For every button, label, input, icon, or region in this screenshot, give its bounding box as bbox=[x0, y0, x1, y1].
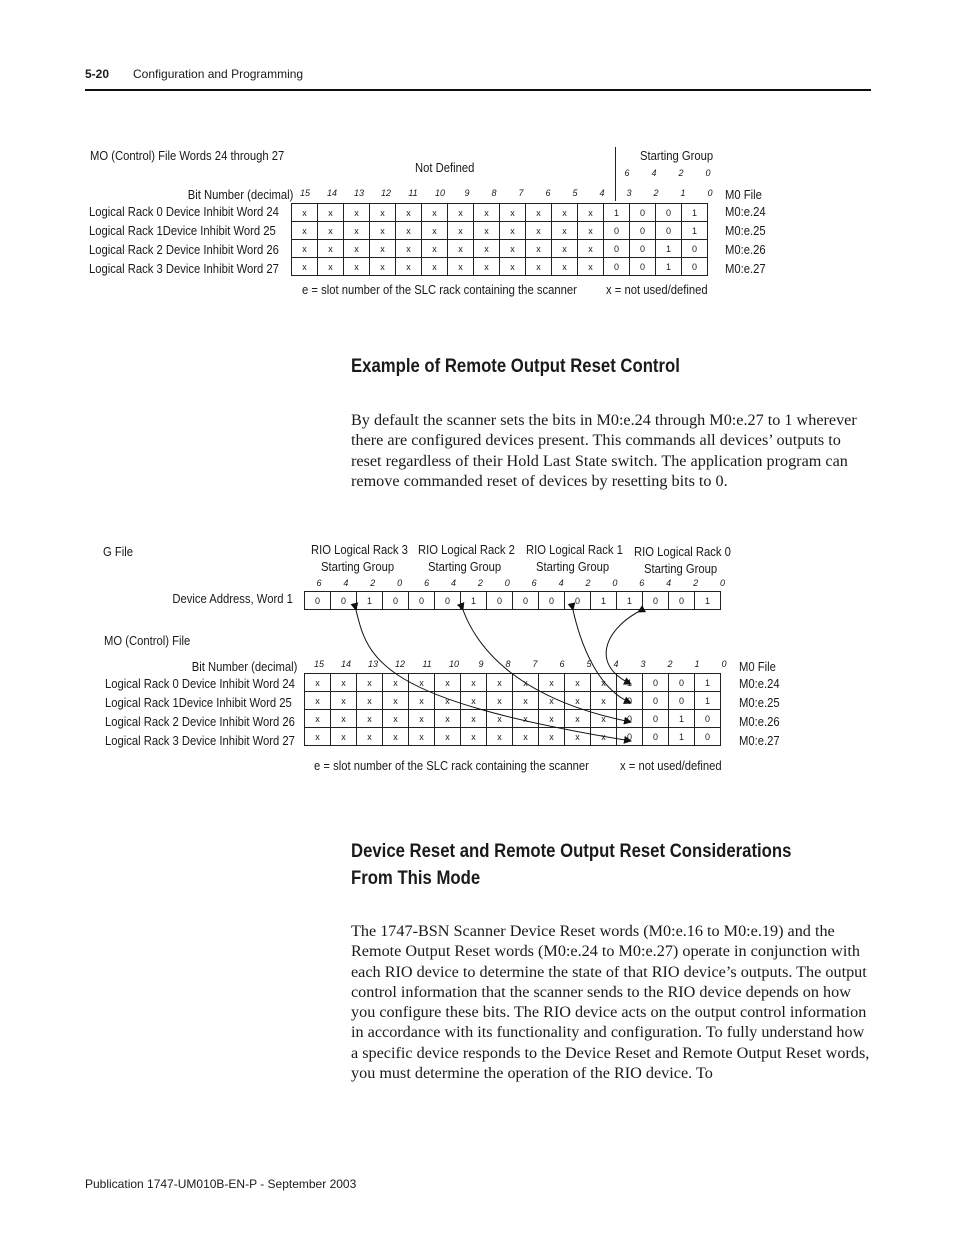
bit-cell: x bbox=[487, 692, 513, 710]
bit-cell: x bbox=[461, 674, 487, 692]
bit-cell: 1 bbox=[682, 204, 708, 222]
bit-cell: x bbox=[305, 728, 331, 746]
bit-cell: x bbox=[474, 222, 500, 240]
bit-cell: x bbox=[500, 258, 526, 276]
bit-cell: x bbox=[591, 674, 617, 692]
group-subtitle: Starting Group bbox=[644, 562, 718, 576]
row-address: M0:e.24 bbox=[739, 677, 780, 691]
bit-cell: x bbox=[565, 728, 591, 746]
bit-cell: x bbox=[292, 222, 318, 240]
section-heading-line2: From This Mode bbox=[351, 868, 481, 889]
group-title: RIO Logical Rack 2 bbox=[418, 543, 515, 557]
g-bit-number: 6 bbox=[531, 578, 537, 588]
bit-number: 3 bbox=[640, 659, 646, 669]
bit-cell: x bbox=[500, 240, 526, 258]
row-label: Logical Rack 0 Device Inhibit Word 24 bbox=[89, 205, 279, 219]
bit-number: 4 bbox=[599, 188, 605, 198]
bit-cell: 1 bbox=[617, 592, 643, 610]
bit-number: 11 bbox=[408, 188, 418, 198]
row-label: Logical Rack 3 Device Inhibit Word 27 bbox=[89, 262, 279, 276]
bit-cell: 0 bbox=[643, 728, 669, 746]
bit-cell: x bbox=[292, 240, 318, 258]
bit-cell: x bbox=[513, 728, 539, 746]
g-bit-number: 0 bbox=[612, 578, 618, 588]
bit-number: 12 bbox=[380, 188, 391, 198]
bit-cell: x bbox=[318, 222, 344, 240]
row-label: Logical Rack 1Device Inhibit Word 25 bbox=[89, 224, 276, 238]
bit-cell: 1 bbox=[591, 592, 617, 610]
bit-number: 8 bbox=[491, 188, 497, 198]
g-bit-number: 6 bbox=[316, 578, 322, 588]
bit-cell: 0 bbox=[409, 592, 435, 610]
bit-cell: x bbox=[422, 204, 448, 222]
bit-cell: x bbox=[448, 204, 474, 222]
bit-cell: 1 bbox=[682, 222, 708, 240]
bit-cell: 1 bbox=[695, 592, 721, 610]
starting-group-label: Starting Group bbox=[640, 149, 714, 163]
bit-cell: 1 bbox=[357, 592, 383, 610]
device-address-label: Device Address, Word 1 bbox=[172, 592, 293, 606]
bit-cell: x bbox=[344, 222, 370, 240]
bit-cell: 0 bbox=[617, 692, 643, 710]
bit-number-label: Bit Number (decimal) bbox=[191, 660, 297, 674]
g-bit-number: 6 bbox=[424, 578, 430, 588]
bit-number: 8 bbox=[505, 659, 511, 669]
m0-file-label: M0 File bbox=[739, 660, 776, 674]
group-subtitle: Starting Group bbox=[321, 560, 395, 574]
row-label: Logical Rack 2 Device Inhibit Word 26 bbox=[89, 243, 279, 257]
page-number: 5-20 bbox=[85, 67, 110, 81]
bit-number: 10 bbox=[448, 659, 459, 669]
group-subtitle: Starting Group bbox=[536, 560, 610, 574]
bit-cell: x bbox=[357, 674, 383, 692]
bit-cell: 1 bbox=[695, 674, 721, 692]
not-defined-label: Not Defined bbox=[415, 161, 475, 175]
bit-number: 5 bbox=[572, 188, 578, 198]
bit-number: 12 bbox=[394, 659, 405, 669]
bit-cell: x bbox=[552, 258, 578, 276]
bit-cell: 0 bbox=[643, 592, 669, 610]
bit-number: 6 bbox=[545, 188, 551, 198]
bit-cell: x bbox=[461, 728, 487, 746]
bit-cell: x bbox=[422, 258, 448, 276]
section-paragraph: The 1747-BSN Scanner Device Reset words (M0:e.16 to M0:e.19) and the Remote Output Reset words (M0:e.24 to M0:e.27) operate in conjunction with each RIO device to determine the state of that RIO device’s outputs. The output control information that the scanner sends to the RIO device depends on how you configure these bits. The RIO device acts on the output control information in accordance with its functionality and configuration. To fully understand how a specific device responds to the Device Reset and Remote Output Reset words, you must determine the operation of the RIO device. To bbox=[351, 922, 870, 1083]
row-label: Logical Rack 0 Device Inhibit Word 24 bbox=[105, 677, 295, 691]
bit-cell: x bbox=[305, 692, 331, 710]
bit-cell: 0 bbox=[630, 222, 656, 240]
section-heading: Example of Remote Output Reset Control bbox=[351, 356, 680, 377]
row-label: Logical Rack 1Device Inhibit Word 25 bbox=[105, 696, 292, 710]
bit-cell: 1 bbox=[695, 692, 721, 710]
bit-number: 2 bbox=[667, 659, 673, 669]
bit-cell: x bbox=[578, 258, 604, 276]
row-label: Logical Rack 3 Device Inhibit Word 27 bbox=[105, 734, 295, 748]
bit-cell: 1 bbox=[461, 592, 487, 610]
g-bit-number: 4 bbox=[666, 578, 672, 588]
row-address: M0:e.27 bbox=[725, 262, 766, 276]
bit-cell: 0 bbox=[669, 592, 695, 610]
g-bit-number: 2 bbox=[370, 578, 376, 588]
bit-cell: x bbox=[448, 258, 474, 276]
bit-cell: 0 bbox=[617, 728, 643, 746]
bit-cell: x bbox=[370, 204, 396, 222]
starting-group-number: 4 bbox=[651, 168, 657, 178]
bit-cell: x bbox=[526, 222, 552, 240]
section-paragraph: By default the scanner sets the bits in M0:e.24 through M0:e.27 to 1 wherever there are configured devices present. This commands all devices’ outputs to reset regardless of their Hold Last State switch. The application program can remove commanded reset of devices by resetting bits to 0. bbox=[351, 411, 857, 490]
bit-cell: x bbox=[383, 710, 409, 728]
bit-cell: 1 bbox=[669, 710, 695, 728]
g-bit-number: 0 bbox=[397, 578, 403, 588]
bit-cell: 0 bbox=[539, 592, 565, 610]
bit-cell: x bbox=[513, 710, 539, 728]
bit-number: 13 bbox=[367, 659, 378, 669]
bit-number: 14 bbox=[326, 188, 337, 198]
bit-cell: x bbox=[552, 222, 578, 240]
bit-cell: x bbox=[578, 222, 604, 240]
bit-cell: x bbox=[396, 258, 422, 276]
bit-cell: 0 bbox=[331, 592, 357, 610]
bit-cell: x bbox=[409, 728, 435, 746]
bit-cell: x bbox=[331, 692, 357, 710]
bit-cell: 0 bbox=[604, 258, 630, 276]
bit-cell: 0 bbox=[305, 592, 331, 610]
bit-number: 10 bbox=[434, 188, 445, 198]
bit-cell: x bbox=[565, 710, 591, 728]
bit-cell: x bbox=[461, 692, 487, 710]
starting-group-number: 2 bbox=[678, 168, 684, 178]
bit-cell: x bbox=[487, 710, 513, 728]
row-label: Logical Rack 2 Device Inhibit Word 26 bbox=[105, 715, 295, 729]
bit-cell: x bbox=[383, 674, 409, 692]
bit-cell: x bbox=[292, 204, 318, 222]
group-title: RIO Logical Rack 1 bbox=[526, 543, 623, 557]
g-bit-number: 6 bbox=[639, 578, 645, 588]
section-heading-line1: Device Reset and Remote Output Reset Considerations bbox=[351, 841, 792, 862]
bit-number: 7 bbox=[532, 659, 538, 669]
bit-cell: 0 bbox=[604, 240, 630, 258]
g-bit-number: 2 bbox=[477, 578, 483, 588]
bit-cell: x bbox=[422, 240, 448, 258]
row-address: M0:e.24 bbox=[725, 205, 766, 219]
g-bit-number: 0 bbox=[504, 578, 510, 588]
note-e: e = slot number of the SLC rack containing the scanner bbox=[314, 759, 589, 773]
bit-cell: x bbox=[474, 258, 500, 276]
mo-file-label: MO (Control) File bbox=[104, 634, 191, 648]
bit-cell: x bbox=[331, 728, 357, 746]
bit-cell: x bbox=[539, 674, 565, 692]
bit-cell: 0 bbox=[383, 592, 409, 610]
bit-cell: x bbox=[461, 710, 487, 728]
bit-number: 7 bbox=[518, 188, 524, 198]
g-bit-number: 4 bbox=[450, 578, 456, 588]
bit-cell: x bbox=[305, 710, 331, 728]
bit-number: 1 bbox=[694, 659, 700, 669]
bit-cell: 0 bbox=[656, 222, 682, 240]
bit-number: 5 bbox=[586, 659, 592, 669]
bit-number: 9 bbox=[464, 188, 470, 198]
bit-number: 0 bbox=[707, 188, 713, 198]
g-bit-number: 2 bbox=[585, 578, 591, 588]
section-title: Configuration and Programming bbox=[133, 67, 304, 81]
g-bit-number: 2 bbox=[693, 578, 699, 588]
bit-cell: 1 bbox=[656, 258, 682, 276]
bit-cell: x bbox=[513, 674, 539, 692]
bit-cell: x bbox=[344, 240, 370, 258]
footer-publication: Publication 1747-UM010B-EN-P - September 2003 bbox=[85, 1177, 357, 1191]
bit-cell: x bbox=[344, 258, 370, 276]
bit-cell: x bbox=[500, 222, 526, 240]
note-x: x = not used/defined bbox=[620, 759, 722, 773]
bit-cell: x bbox=[565, 692, 591, 710]
bit-cell: x bbox=[370, 258, 396, 276]
bit-cell: x bbox=[565, 674, 591, 692]
bit-number: 6 bbox=[559, 659, 565, 669]
bit-cell: x bbox=[500, 204, 526, 222]
bit-cell: x bbox=[578, 204, 604, 222]
bit-number: 3 bbox=[626, 188, 632, 198]
bit-cell: 0 bbox=[617, 710, 643, 728]
bit-cell: x bbox=[526, 240, 552, 258]
bit-cell: 1 bbox=[617, 674, 643, 692]
bit-cell: x bbox=[539, 692, 565, 710]
row-address: M0:e.26 bbox=[739, 715, 780, 729]
bit-cell: 1 bbox=[656, 240, 682, 258]
bit-number: 15 bbox=[313, 659, 324, 669]
bit-cell: x bbox=[292, 258, 318, 276]
bit-cell: x bbox=[539, 710, 565, 728]
row-address: M0:e.25 bbox=[739, 696, 780, 710]
g-bit-number: 0 bbox=[719, 578, 725, 588]
bit-cell: x bbox=[435, 728, 461, 746]
bit-number: 9 bbox=[478, 659, 484, 669]
bit-cell: x bbox=[539, 728, 565, 746]
bit-cell: x bbox=[383, 692, 409, 710]
group-title: RIO Logical Rack 0 bbox=[634, 545, 731, 559]
bit-cell: x bbox=[526, 258, 552, 276]
arrow-rack1 bbox=[573, 610, 631, 703]
bit-cell: x bbox=[578, 240, 604, 258]
bit-cell: x bbox=[370, 222, 396, 240]
bit-cell: x bbox=[396, 222, 422, 240]
bit-cell: x bbox=[318, 258, 344, 276]
bit-cell: 0 bbox=[656, 204, 682, 222]
bit-cell: 0 bbox=[630, 258, 656, 276]
bit-cell: 0 bbox=[682, 240, 708, 258]
bit-cell: x bbox=[448, 240, 474, 258]
bit-number: 15 bbox=[299, 188, 310, 198]
bit-cell: x bbox=[409, 710, 435, 728]
bit-cell: x bbox=[357, 710, 383, 728]
row-address: M0:e.26 bbox=[725, 243, 766, 257]
bit-cell: x bbox=[409, 692, 435, 710]
bit-cell: 0 bbox=[565, 592, 591, 610]
bit-cell: x bbox=[435, 692, 461, 710]
bit-cell: 1 bbox=[669, 728, 695, 746]
bit-cell: x bbox=[344, 204, 370, 222]
bit-cell: 0 bbox=[513, 592, 539, 610]
bit-cell: x bbox=[331, 710, 357, 728]
starting-group-number: 6 bbox=[624, 168, 630, 178]
bit-number: 1 bbox=[680, 188, 686, 198]
arrow-rack3 bbox=[356, 610, 631, 741]
arrow-rack2 bbox=[463, 610, 631, 722]
bit-cell: 0 bbox=[669, 692, 695, 710]
g-bit-number: 4 bbox=[558, 578, 564, 588]
bit-cell: x bbox=[591, 710, 617, 728]
bit-cell: x bbox=[552, 240, 578, 258]
bit-cell: x bbox=[422, 222, 448, 240]
bit-cell: 0 bbox=[643, 692, 669, 710]
row-address: M0:e.25 bbox=[725, 224, 766, 238]
bit-number: 13 bbox=[353, 188, 364, 198]
bit-cell: 0 bbox=[695, 728, 721, 746]
bit-number: 2 bbox=[653, 188, 659, 198]
bit-cell: x bbox=[487, 728, 513, 746]
bit-number: 14 bbox=[340, 659, 351, 669]
note-e: e = slot number of the SLC rack containing the scanner bbox=[302, 283, 577, 297]
bit-cell: x bbox=[396, 240, 422, 258]
bit-cell: x bbox=[487, 674, 513, 692]
m0-file-label: M0 File bbox=[725, 188, 762, 202]
bit-number: 11 bbox=[422, 659, 432, 669]
bit-cell: x bbox=[435, 674, 461, 692]
bit-cell: 0 bbox=[435, 592, 461, 610]
bit-cell: 1 bbox=[604, 204, 630, 222]
bit-cell: x bbox=[591, 692, 617, 710]
bit-cell: x bbox=[318, 204, 344, 222]
g-file-label: G File bbox=[103, 545, 134, 559]
bit-cell: 0 bbox=[604, 222, 630, 240]
bit-cell: x bbox=[513, 692, 539, 710]
bit-cell: x bbox=[383, 728, 409, 746]
bit-number: 4 bbox=[613, 659, 619, 669]
row-address: M0:e.27 bbox=[739, 734, 780, 748]
bit-cell: x bbox=[331, 674, 357, 692]
arrow-rack0 bbox=[606, 612, 638, 684]
bit-number: 0 bbox=[721, 659, 727, 669]
bit-cell: x bbox=[305, 674, 331, 692]
bit-cell: x bbox=[552, 204, 578, 222]
bit-cell: 0 bbox=[695, 710, 721, 728]
bit-cell: x bbox=[474, 204, 500, 222]
bit-cell: 0 bbox=[682, 258, 708, 276]
bit-cell: x bbox=[396, 204, 422, 222]
starting-group-number: 0 bbox=[705, 168, 711, 178]
bit-cell: x bbox=[526, 204, 552, 222]
bit-cell: x bbox=[448, 222, 474, 240]
bit-cell: x bbox=[409, 674, 435, 692]
note-x: x = not used/defined bbox=[606, 283, 708, 297]
bit-cell: 0 bbox=[643, 710, 669, 728]
group-title: RIO Logical Rack 3 bbox=[311, 543, 408, 557]
bit-cell: x bbox=[370, 240, 396, 258]
bit-cell: x bbox=[591, 728, 617, 746]
bit-cell: 0 bbox=[630, 204, 656, 222]
figure-title: MO (Control) File Words 24 through 27 bbox=[90, 149, 285, 163]
bit-cell: 0 bbox=[669, 674, 695, 692]
g-bit-number: 4 bbox=[343, 578, 349, 588]
group-subtitle: Starting Group bbox=[428, 560, 502, 574]
bit-cell: x bbox=[474, 240, 500, 258]
bit-cell: x bbox=[318, 240, 344, 258]
bit-cell: 0 bbox=[487, 592, 513, 610]
bit-cell: 0 bbox=[643, 674, 669, 692]
bit-cell: 0 bbox=[630, 240, 656, 258]
bit-number-label: Bit Number (decimal) bbox=[187, 188, 293, 202]
bit-cell: x bbox=[435, 710, 461, 728]
bit-cell: x bbox=[357, 692, 383, 710]
bit-cell: x bbox=[357, 728, 383, 746]
